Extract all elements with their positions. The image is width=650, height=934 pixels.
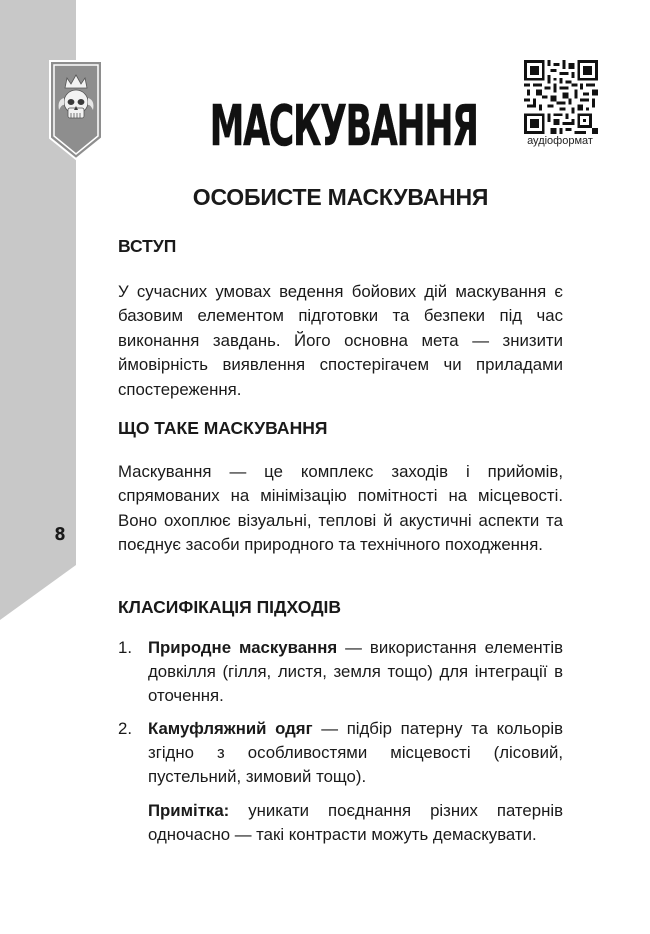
list-item [118,717,563,788]
list-item-text: — підбір патерну та кольорів згідно з особливостями місцевості (лісовий, пустельний, зимовий тощо). [148,719,563,786]
note-text: уникати поєднання різних патернів одночасно — такі контрасти можуть демаскувати. [148,800,563,844]
crowned-skull-icon [47,58,105,162]
note [118,799,563,847]
qr-code-icon[interactable] [524,60,598,134]
page-number: 8 [54,524,66,545]
list-item-text: — використання елементів довкілля (гілля, листя, земля тощо) для інтеграції в оточення. [148,638,563,705]
note-label: Примітка: [148,800,230,820]
list-item [118,636,563,707]
qr-caption: аудіоформат [527,135,593,147]
list-item-number: 2. [118,719,132,739]
chapter-title: МАСКУВАННЯ [209,94,478,159]
definition-heading: ЩО ТАКЕ МАСКУВАННЯ [118,418,328,438]
list-item-term: Природне маскування [148,638,338,657]
classification-heading: КЛАСИФІКАЦІЯ ПІДХОДІВ [118,597,342,617]
list-item-term: Камуфляжний одяг [148,719,313,739]
intro-paragraph: У сучасних умовах ведення бойових дій маскування є базовим елементом підготовки та безпеки під час виконання завдань. Його основна мета — знизити ймовірність виявлення спостерігачем чи приладами спостереження. [118,282,563,399]
intro-heading: ВСТУП [118,236,177,256]
classification-list [118,636,563,846]
list-item-number: 1. [118,638,132,657]
section-heading: ОСОБИСТЕ МАСКУВАННЯ [192,184,489,210]
definition-paragraph: Маскування — це комплекс заходів і прийомів, спрямованих на мінімізацію помітності на місцевості. Воно охоплює візуальні, теплові й акустичні аспекти та поєднує засоби природного та технічного походження. [118,462,563,555]
